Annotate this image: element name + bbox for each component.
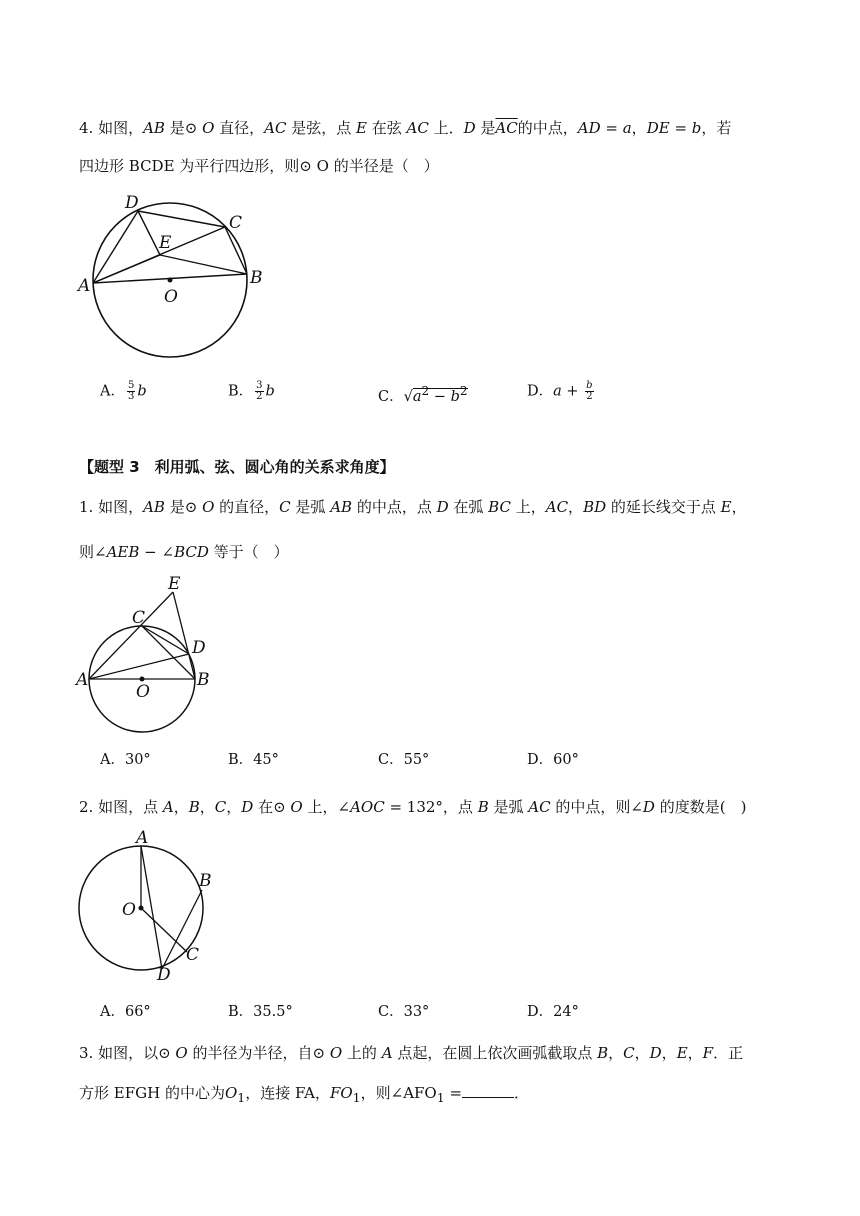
q4-label-b: B xyxy=(250,268,263,288)
q4-figure xyxy=(75,190,275,370)
s3q2-label-b: B xyxy=(199,871,212,891)
s3q1-line1: 1. 如图，AB 是⊙ O 的直径，C 是弧 AB 的中点，点 D 在弧 BC 上，AC，BD 的延长线交于点 E， xyxy=(79,498,747,516)
s3q1-label-d: D xyxy=(192,638,206,658)
q4-option-d: D．a + $\frac{b}{2}$ xyxy=(527,380,593,402)
q4-label-c: C xyxy=(229,213,243,233)
q4-label-e: E xyxy=(159,233,172,253)
q4-label-d: D xyxy=(125,193,139,213)
s3q2-option-d: D．24° xyxy=(527,1004,579,1020)
s3q1-option-b: B．45° xyxy=(228,752,279,768)
q4-line1: 4. 如图，AB 是⊙ O 直径，AC 是弦，点 E 在弦 AC 上．D 是$\overline{AC}$的中点，AD = a，DE = b，若 xyxy=(79,119,732,137)
q4-label-a: A xyxy=(78,276,91,296)
s3q2-figure xyxy=(72,830,222,990)
s3q1-option-c: C．55° xyxy=(378,752,430,768)
s3q2-label-c: C xyxy=(186,945,200,965)
answer-blank[interactable] xyxy=(462,1083,514,1098)
s3q3-line2: 方形 EFGH 的中心为$O_1$，连接 FA，$FO_1$，则$\angle AFO_1$ = ． xyxy=(79,1084,530,1105)
q4-option-b: B． $\frac{3}{2}$ b xyxy=(228,380,275,402)
s3q1-option-a: A．30° xyxy=(100,752,151,768)
s3q1-label-e: E xyxy=(168,574,181,594)
s3q1-figure xyxy=(75,575,225,735)
s3q1-label-b: B xyxy=(197,670,210,690)
s3q1-label-o: O xyxy=(136,682,150,702)
s3q1-option-d: D．60° xyxy=(527,752,579,768)
s3q1-line2: 则∠AEB − ∠BCD 等于（ ） xyxy=(79,543,289,561)
s3q2-option-b: B．35.5° xyxy=(228,1004,293,1020)
s3q2-line1: 2. 如图，点 A，B，C，D 在⊙ O 上，∠AOC = 132°，点 B 是弧 AC 的中点，则∠D 的度数是( ) xyxy=(79,798,747,816)
q4-line2: 四边形 BCDE 为平行四边形，则⊙ O 的半径是（ ） xyxy=(79,157,439,175)
s3q1-label-a: A xyxy=(76,670,89,690)
s3q2-option-c: C．33° xyxy=(378,1004,430,1020)
s3q2-label-d: D xyxy=(157,965,171,985)
s3q3-line1: 3. 如图，以⊙ O 的半径为半径，自⊙ O 上的 A 点起，在圆上依次画弧截取点 B，C，D，E，F．正 xyxy=(79,1044,744,1062)
q4-option-c: C．$√a^2 - b^2$ xyxy=(378,384,468,405)
q4-option-a: A． $\frac{5}{3}$ b xyxy=(100,380,147,402)
s3q2-label-a: A xyxy=(136,828,149,848)
s3q1-label-c: C xyxy=(132,608,146,628)
s3q2-label-o: O xyxy=(122,900,136,920)
section-title: 【题型 3 利用弧、弦、圆心角的关系求角度】 xyxy=(79,458,395,476)
s3q2-option-a: A．66° xyxy=(100,1004,151,1020)
q4-label-o: O xyxy=(164,287,178,307)
